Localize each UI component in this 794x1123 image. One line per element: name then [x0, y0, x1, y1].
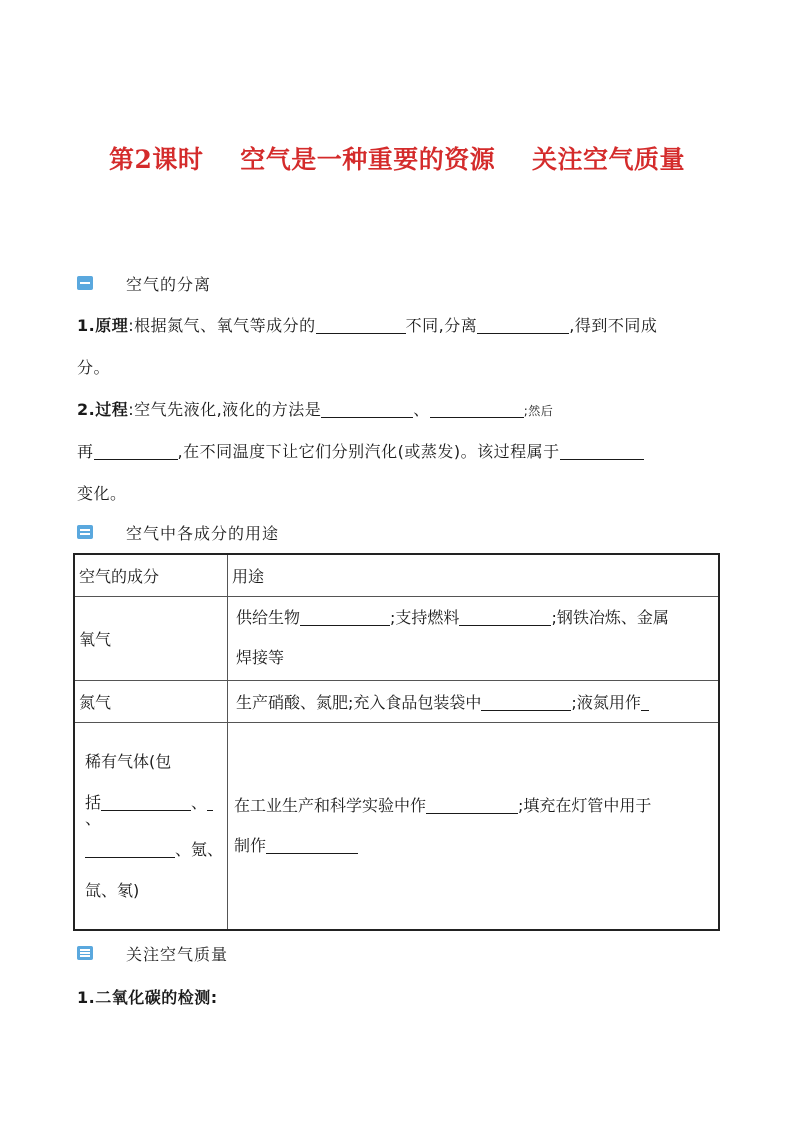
section-1-icon — [77, 276, 93, 290]
process-line-2 — [77, 439, 644, 462]
blank-field[interactable] — [321, 401, 413, 418]
component-cell: 稀有气体(包 括 、 、 、氪、 氙、氡) — [74, 722, 228, 930]
table-row — [74, 680, 719, 722]
blank-field[interactable] — [426, 797, 518, 814]
table-row — [74, 722, 719, 930]
principle-text-a: :根据氮气、氧气等成分的 — [128, 316, 316, 335]
item-number: 2. — [77, 400, 96, 419]
process-text-c: 再 — [77, 442, 94, 461]
section-title: 空气中各成分的用途 — [126, 523, 280, 543]
co2-detection-line — [77, 985, 218, 1008]
blank-field[interactable] — [94, 443, 178, 460]
principle-line — [77, 313, 657, 336]
principle-label: 原理 — [95, 316, 129, 335]
process-text-b: ;然后 — [523, 404, 554, 418]
principle-text-b: 不同,分离 — [405, 316, 478, 335]
principle-line-cont: 分。 — [77, 358, 111, 377]
header-cell: 用途 — [228, 554, 719, 596]
process-line — [77, 397, 553, 420]
section-3-icon — [77, 946, 93, 960]
section-header-1 — [77, 272, 211, 294]
blank-field[interactable] — [316, 317, 406, 334]
use-cell: 生产硝酸、氮肥;充入食品包装袋中 ;液氮用作 — [228, 680, 719, 722]
component-cell: 氮气 — [74, 680, 228, 722]
section-title: 空气的分离 — [126, 274, 212, 294]
blank-field[interactable] — [459, 609, 551, 626]
process-text-a: :空气先液化,液化的方法是 — [128, 400, 322, 419]
table-row — [74, 596, 719, 680]
blank-field[interactable] — [477, 317, 569, 334]
colon: : — [210, 988, 218, 1007]
principle-text-c: ,得到不同成 — [569, 316, 658, 335]
component-cell: 氧气 — [74, 596, 228, 680]
uses-table — [73, 553, 720, 931]
section-header-2 — [77, 521, 279, 543]
item-number: 1. — [77, 988, 96, 1007]
co2-detection-label: 二氧化碳的检测 — [95, 988, 211, 1007]
separator: 、 — [413, 400, 430, 419]
blank-field[interactable] — [641, 694, 649, 711]
table-header-row — [74, 554, 719, 596]
blank-field[interactable] — [430, 401, 524, 418]
blank-field[interactable] — [207, 794, 213, 811]
section-2-icon — [77, 525, 93, 539]
process-text-d: ,在不同温度下让它们分别汽化(或蒸发)。该过程属于 — [177, 442, 560, 461]
item-number: 1. — [77, 316, 96, 335]
page-title: 第2课时 空气是一种重要的资源 关注空气质量 — [108, 145, 686, 174]
blank-field[interactable] — [481, 694, 571, 711]
blank-field[interactable] — [300, 609, 390, 626]
blank-field[interactable] — [101, 794, 191, 811]
section-header-3 — [77, 942, 228, 964]
blank-field[interactable] — [560, 443, 644, 460]
blank-field[interactable] — [266, 837, 358, 854]
section-title: 关注空气质量 — [126, 944, 229, 964]
use-cell: 在工业生产和科学实验中作 ;填充在灯管中用于 制作 — [228, 722, 719, 930]
blank-field[interactable] — [85, 841, 175, 858]
header-cell: 空气的成分 — [74, 554, 228, 596]
process-line-3: 变化。 — [77, 484, 127, 503]
process-label: 过程 — [95, 400, 129, 419]
use-cell: 供给生物 ;支持燃料 ;钢铁冶炼、金属 焊接等 — [228, 596, 719, 680]
